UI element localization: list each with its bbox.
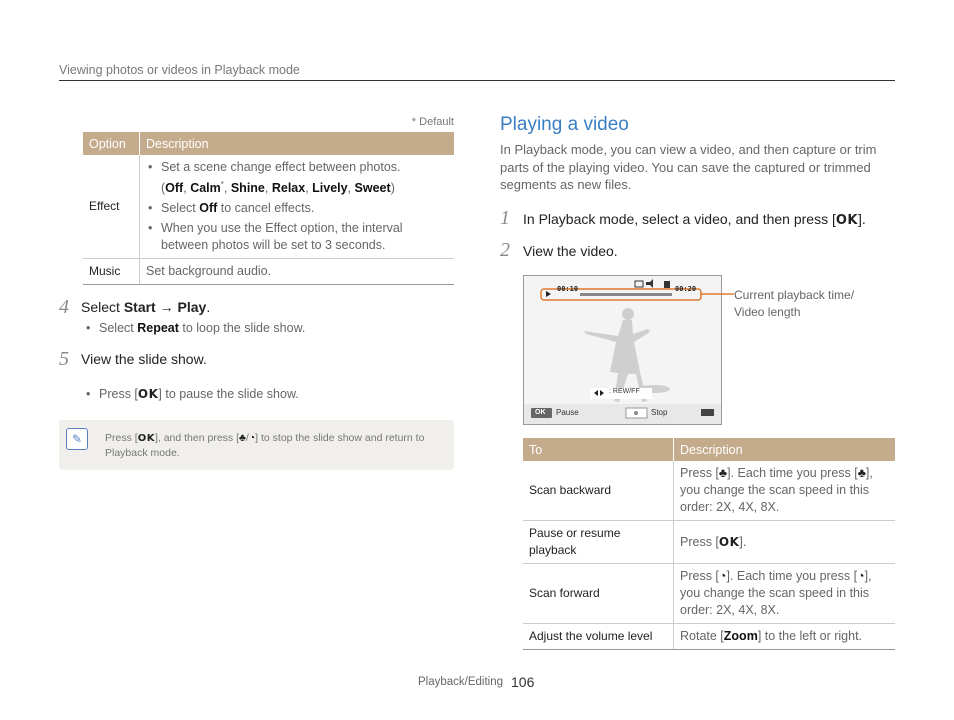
option-effect: Effect	[83, 155, 140, 259]
battery-icon	[701, 409, 714, 416]
table-row	[83, 259, 454, 285]
page-number: 106	[511, 674, 535, 690]
timer-icon: ◔	[718, 569, 727, 583]
video-length: 00:20	[675, 285, 697, 293]
action-adjust-volume: Adjust the volume level	[523, 624, 674, 650]
action-description: Press [◔]. Each time you press [◔], you change the scan speed in this order: 2X, 4X, 8X.	[674, 564, 896, 624]
table-row	[83, 155, 454, 259]
col-header-description: Description	[140, 132, 455, 155]
default-note: * Default	[411, 116, 454, 128]
step-number-2: 2	[500, 239, 510, 261]
section-title: Playing a video	[500, 114, 629, 135]
step-number-1: 1	[500, 207, 510, 229]
rew-ff-label: : REW/FF	[609, 388, 640, 395]
macro-icon: ♣	[239, 432, 246, 444]
step-number-4: 4	[59, 296, 69, 318]
battery-top-icon	[664, 281, 670, 288]
ok-button-glyph: OK	[137, 433, 155, 444]
ok-button-glyph: OK	[718, 534, 740, 549]
step-1-text: In Playback mode, select a video, and then press [OK].	[523, 211, 866, 228]
controls-table	[523, 438, 895, 650]
stop-label: Stop	[651, 408, 668, 417]
macro-icon: ♣	[857, 466, 866, 480]
ok-button-glyph: OK	[835, 213, 858, 228]
table-row	[523, 521, 895, 564]
list-item: • Select Off to cancel effects.	[146, 200, 448, 217]
current-playback-time: 00:10	[557, 285, 579, 293]
step-4-subitem: • Select Repeat to loop the slide show.	[84, 321, 954, 335]
stop-button-icon	[634, 411, 638, 415]
action-pause-resume: Pause or resume playback	[523, 521, 674, 564]
table-row	[523, 461, 895, 521]
option-music-description: Set background audio.	[140, 259, 455, 285]
action-scan-forward: Scan forward	[523, 564, 674, 624]
list-item: • When you use the Effect option, the interval between photos will be set to 3 seconds.	[146, 220, 448, 254]
option-music: Music	[83, 259, 140, 285]
timer-icon: ◔	[248, 432, 256, 444]
step-5-subitem: • Press [OK] to pause the slide show.	[84, 387, 954, 401]
col-header-to: To	[523, 438, 674, 461]
progress-bar	[580, 293, 672, 296]
macro-icon: ♣	[718, 466, 728, 480]
camera-screen-illustration	[524, 276, 721, 424]
action-scan-backward: Scan backward	[523, 461, 674, 521]
callout-line	[700, 290, 736, 300]
col-header-description: Description	[674, 438, 896, 461]
breadcrumb: Viewing photos or videos in Playback mode	[59, 63, 300, 77]
table-row	[523, 564, 895, 624]
timer-icon: ◔	[857, 569, 865, 583]
pause-label: Pause	[556, 408, 579, 417]
camera-screen	[523, 275, 722, 425]
option-effect-description	[140, 155, 455, 259]
header-divider	[59, 80, 895, 81]
footer-section-label: Playback/Editing	[418, 676, 504, 688]
step-2-text: View the video.	[523, 243, 618, 259]
step-number-5: 5	[59, 348, 69, 370]
action-description: Rotate [Zoom] to the left or right.	[674, 624, 896, 650]
intro-paragraph: In Playback mode, you can view a video, and then capture or trim parts of the playing video. You can save the captured or trimmed segments as new files.	[500, 142, 877, 192]
pause-ok-button: OK	[535, 409, 546, 416]
list-item: • Set a scene change effect between photos. (Off, Calm*, Shine, Relax, Lively, Sweet)	[146, 159, 448, 197]
table-row	[523, 624, 895, 650]
step-5-text: View the slide show.	[81, 351, 207, 367]
options-table	[83, 132, 454, 285]
callout-text: Current playback time/ Video length	[734, 288, 855, 319]
ok-button-glyph: OK	[137, 387, 159, 401]
col-header-option: Option	[83, 132, 140, 155]
action-description: Press [OK].	[674, 521, 896, 564]
note-pencil-icon: ✎	[66, 428, 88, 450]
step-4-text: Select Start → Play.	[81, 299, 211, 315]
action-description: Press [♣]. Each time you press [♣], you change the scan speed in this order: 2X, 4X, 8X.	[674, 461, 896, 521]
note-text: Press [OK], and then press [♣/◔] to stop the slide show and return to Playback mode.	[105, 432, 425, 459]
